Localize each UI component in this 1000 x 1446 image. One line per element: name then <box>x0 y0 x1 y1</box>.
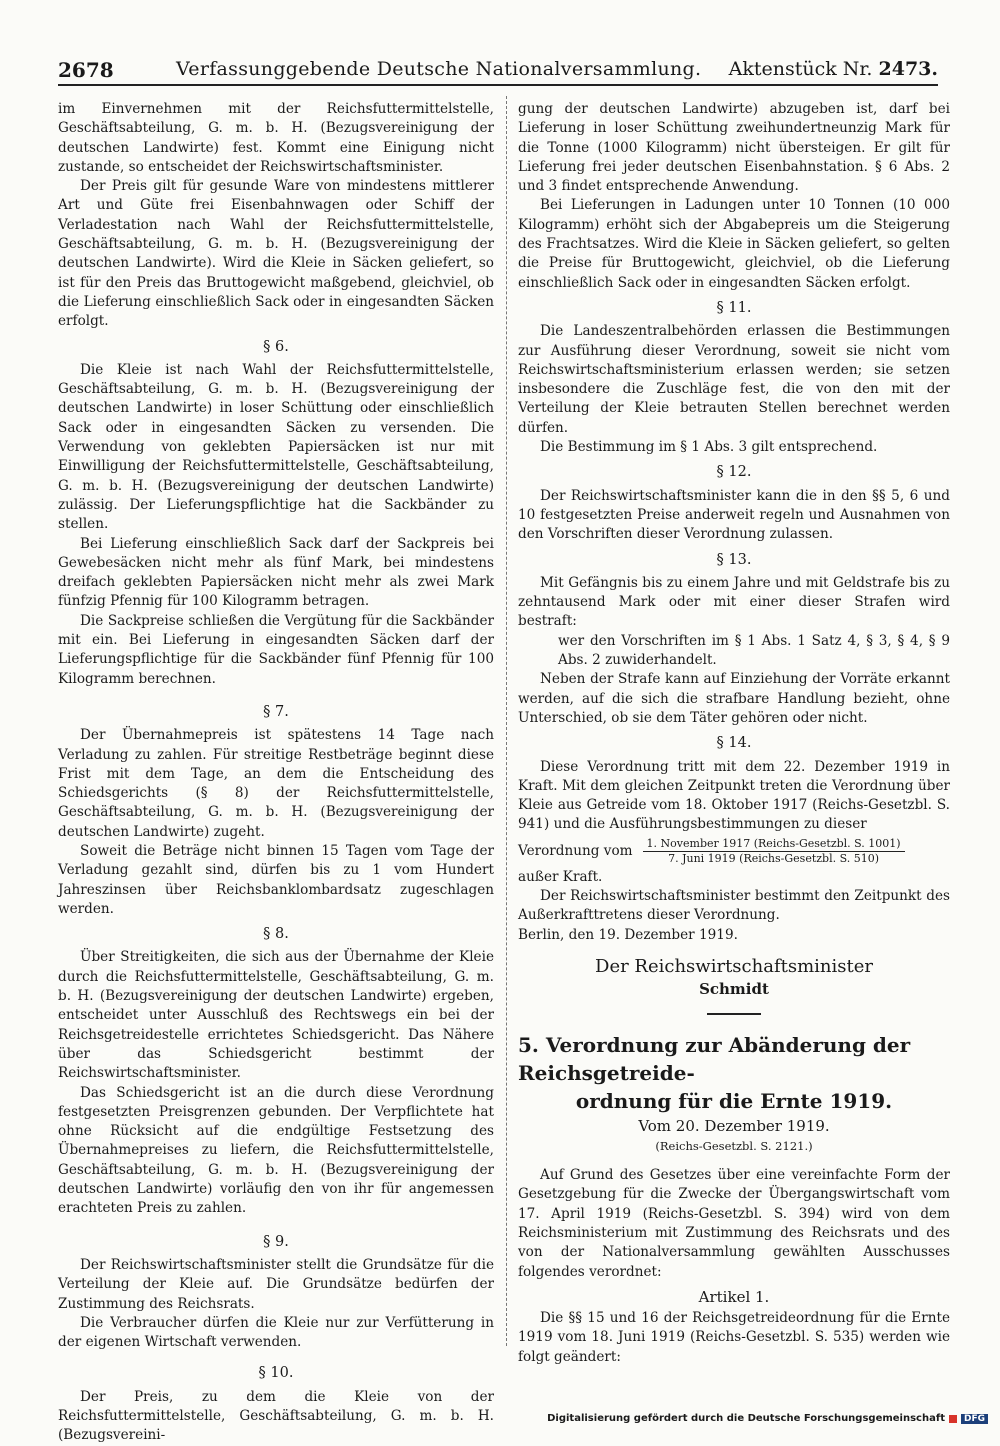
fraction-denominator: 7. Juni 1919 (Reichs-Gesetzbl. S. 510) <box>668 851 880 865</box>
section-heading: § 12. <box>716 464 752 481</box>
page-header <box>58 54 938 86</box>
ordinance-title-line1: 5. Verordnung zur Abänderung der Reichsgetreide- <box>518 1033 911 1086</box>
fraction-lead: Verordnung vom <box>518 842 633 859</box>
footer-text: Digitalisierung gefördert durch die Deutsche Forschungsgemeinschaft <box>547 1413 945 1424</box>
paragraph: Diese Verordnung tritt mit dem 22. Dezember 1919 in Kraft. Mit dem gleichen Zeitpunkt treten die Verordnung über Kleie aus Getreide vom 18. Oktober 1917 (Reichs-Gesetzbl. S. 941) und die Ausführungsbestimmungen zu dieser <box>518 758 950 833</box>
doc-prefix: Aktenstück Nr. <box>728 58 873 80</box>
page-number: 2678 <box>58 58 114 82</box>
paragraph: außer Kraft. <box>518 868 603 885</box>
paragraph: Bei Lieferung einschließlich Sack darf der Sackpreis bei Gewebesäcken nicht mehr als fünf Mark, bei mindestens dreifach geklebten Papiersäcken nicht mehr als zwei Mark fünfzig Pfennig für 100 Kilogramm betragen. <box>58 535 494 610</box>
paragraph: Das Schiedsgericht ist an die durch diese Verordnung festgesetzten Preisgrenzen gebunden. Der Verpflichtete hat ohne Rücksicht auf die endgültige Festsetzung des Übernahmepreises zu liefern, die Reichsfuttermittelstelle, Geschäftsabteilung, G. m. b. H. (Bezugsvereinigung der deutschen Landwirte) vorläufig den von ihr für angemessen erachteten Preis zu zahlen. <box>58 1084 494 1217</box>
signature-name: Schmidt <box>699 980 769 999</box>
section-heading: § 11. <box>716 299 752 316</box>
article-heading: Artikel 1. <box>698 1287 770 1306</box>
section-heading: § 13. <box>716 551 752 568</box>
fraction-line <box>518 837 950 866</box>
paragraph: Der Reichswirtschaftsminister stellt die Grundsätze für die Verteilung der Kleie auf. Die Grundsätze bedürfen der Zustimmung des Reichsrats. <box>58 1256 494 1312</box>
paragraph: Über Streitigkeiten, die sich aus der Übernahme der Kleie durch die Reichsfuttermittelstelle, Geschäftsabteilung, G. m. b. H. (Bezugsvereinigung der deutschen Landwirte) ergeben, entscheidet unter Ausschluß des Rechtswegs ein bei der Reichsgetreidestelle errichtetes Schiedsgericht. Das Nähere über das Schiedsgericht bestimmt der Reichswirtschaftsminister. <box>58 949 494 1082</box>
paragraph: Der Reichswirtschaftsminister bestimmt den Zeitpunkt des Außerkrafttretens dieser Verordnung. <box>518 887 950 924</box>
hanging-paragraph: wer den Vorschriften im § 1 Abs. 1 Satz 4, § 3, § 4, § 9 Abs. 2 zuwiderhandelt. <box>558 632 950 669</box>
paragraph: Der Preis gilt für gesunde Ware von mindestens mittlerer Art und Güte frei Eisenbahnwagen oder Schiff der Verladestation nach Wahl der Reichsfuttermittelstelle, Geschäftsabteilung, G. m. b. H. (Bezugsvereinigung der deutschen Landwirte). Wird die Kleie in Säcken geliefert, so ist für den Preis das Bruttogewicht maßgebend, gleichviel, ob die Lieferung einschließlich Sack oder in eingesandten Säcken erfolgt. <box>58 178 494 330</box>
paragraph: Die Bestimmung im § 1 Abs. 3 gilt entsprechend. <box>540 439 878 456</box>
date-fraction <box>643 837 905 866</box>
section-heading: § 14. <box>716 735 752 752</box>
section-heading: § 10. <box>258 1365 294 1382</box>
paragraph: Mit Gefängnis bis zu einem Jahre und mit Geldstrafe bis zu zehntausend Mark oder mit einer dieser Strafen wird bestraft: <box>518 574 950 630</box>
paragraph: Soweit die Beträge nicht binnen 15 Tagen vom Tage der Verladung gezahlt sind, dürfen bis zu 1 vom Hundert Jahreszinsen über Reichsbanklombardsatz zugeschlagen werden. <box>58 842 494 917</box>
column-divider <box>506 96 507 1346</box>
paragraph: Bei Lieferungen in Ladungen unter 10 Tonnen (10 000 Kilogramm) erhöht sich der Abgabepreis um die Steigerung des Frachtsatzes. Wird die Kleie in Säcken geliefert, so gelten die Preise für Bruttogewicht, gleichviel, ob die Lieferung einschließlich Sack oder in eingesandten Säcken erfolgt. <box>518 197 950 291</box>
dfg-logo: DFG <box>961 1414 988 1424</box>
paragraph: Die Landeszentralbehörden erlassen die Bestimmungen zur Ausführung dieser Verordnung, soweit sie nicht vom Reichswirtschaftsministerium erlassen werden; sie setzen insbesondere die Zuschläge fest, die von den mit der Verteilung der Kleie betrauten Stellen berechnet werden dürfen. <box>518 323 950 436</box>
section-heading: § 7. <box>263 703 289 720</box>
paragraph: Der Preis, zu dem die Kleie von der Reichsfuttermittelstelle, Geschäftsabteilung, G. m. b. H. (Bezugsvereini- <box>58 1388 494 1444</box>
ordinance-reference: (Reichs-Gesetzbl. S. 2121.) <box>655 1138 813 1153</box>
separator-rule <box>707 1013 761 1015</box>
paragraph: Auf Grund des Gesetzes über eine vereinfachte Form der Gesetzgebung für die Zwecke der Übergangswirtschaft vom 17. April 1919 (Reichs-Gesetzbl. S. 394) wird von dem Reichsministerium mit Zustimmung des Reichsrats und des von der Nationalversammlung gewählten Ausschusses folgendes verordnet: <box>518 1167 950 1280</box>
signature-title: Der Reichswirtschaftsminister <box>595 955 873 977</box>
doc-number: 2473. <box>878 58 938 80</box>
header-title: Verfassunggebende Deutsche Nationalversammlung. <box>176 58 702 80</box>
paragraph: Die §§ 15 und 16 der Reichsgetreideordnung für die Ernte 1919 vom 18. Juni 1919 (Reichs-Gesetzbl. S. 535) werden wie folgt geändert: <box>518 1310 950 1365</box>
fraction-numerator: 1. November 1917 (Reichs-Gesetzbl. S. 1001) <box>643 837 905 852</box>
right-column <box>518 100 950 1367</box>
section-heading: § 8. <box>263 926 289 943</box>
place-date: Berlin, den 19. Dezember 1919. <box>518 926 738 943</box>
section-heading: § 9. <box>263 1233 289 1250</box>
ordinance-title-line2: ordnung für die Ernte 1919. <box>575 1089 893 1114</box>
paragraph: Der Reichswirtschaftsminister kann die in den §§ 5, 6 und 10 festgesetzten Preise anderweit regeln und Ausnahmen von den Vorschriften dieser Verordnung zulassen. <box>518 487 950 543</box>
ordinance-date: Vom 20. Dezember 1919. <box>638 1117 830 1136</box>
paragraph: Die Kleie ist nach Wahl der Reichsfuttermittelstelle, Geschäftsabteilung, G. m. b. H. (Bezugsvereinigung der deutschen Landwirte) in loser Schüttung oder einschließlich Sack oder in eingesandten Säcken zu versenden. Die Verwendung von geklebten Papiersäcken ist nur mit Einwilligung der Reichsfuttermittelstelle, Geschäftsabteilung, G. m. b. H. (Bezugsvereinigung der deutschen Landwirte) zulässig. Der Lieferungspflichtige hat die Sackbänder zu stellen. <box>58 361 494 533</box>
document-number <box>729 58 938 80</box>
paragraph: gung der deutschen Landwirte) abzugeben ist, darf bei Lieferung in loser Schüttung zweihundertneunzig Mark für die Tonne (1000 Kilogramm) nicht übersteigen. Er gilt für Lieferung frei jeder deutschen Eisenbahnstation. § 6 Abs. 2 und 3 findet entsprechende Anwendung. <box>518 101 950 195</box>
left-column <box>58 100 494 1446</box>
digitization-footer <box>547 1413 988 1424</box>
paragraph: Die Sackpreise schließen die Vergütung für die Sackbänder mit ein. Bei Lieferung in eingesandten Säcken darf der Lieferungspflichtige für die Sackbänder fünf Pfennig für 100 Kilogramm berechnen. <box>58 612 494 687</box>
paragraph: Die Verbraucher dürfen die Kleie nur zur Verfütterung in der eigenen Wirtschaft verwenden. <box>58 1314 494 1351</box>
paragraph: Der Übernahmepreis ist spätestens 14 Tage nach Verladung zu zahlen. Für streitige Restbeträge beginnt diese Frist mit dem Tage, an dem die Entscheidung des Schiedsgerichts (§ 8) der Reichsfuttermittelstelle, Geschäftsabteilung, G. m. b. H. (Bezugsvereinigung der deutschen Landwirte) zugeht. <box>58 727 494 840</box>
dfg-logo-mark-icon <box>949 1415 957 1423</box>
section-heading: § 6. <box>263 338 289 355</box>
paragraph: Neben der Strafe kann auf Einziehung der Vorräte erkannt werden, auf die sich die strafbare Handlung bezieht, ohne Unterschied, ob sie dem Täter gehören oder nicht. <box>518 671 950 726</box>
ordinance-title <box>518 1031 950 1115</box>
paragraph: im Einvernehmen mit der Reichsfuttermittelstelle, Geschäftsabteilung, G. m. b. H. (Bezugsvereinigung der deutschen Landwirte) fest. Kommt eine Einigung nicht zustande, so entscheidet der Reichswirtschaftsminister. <box>58 101 494 175</box>
